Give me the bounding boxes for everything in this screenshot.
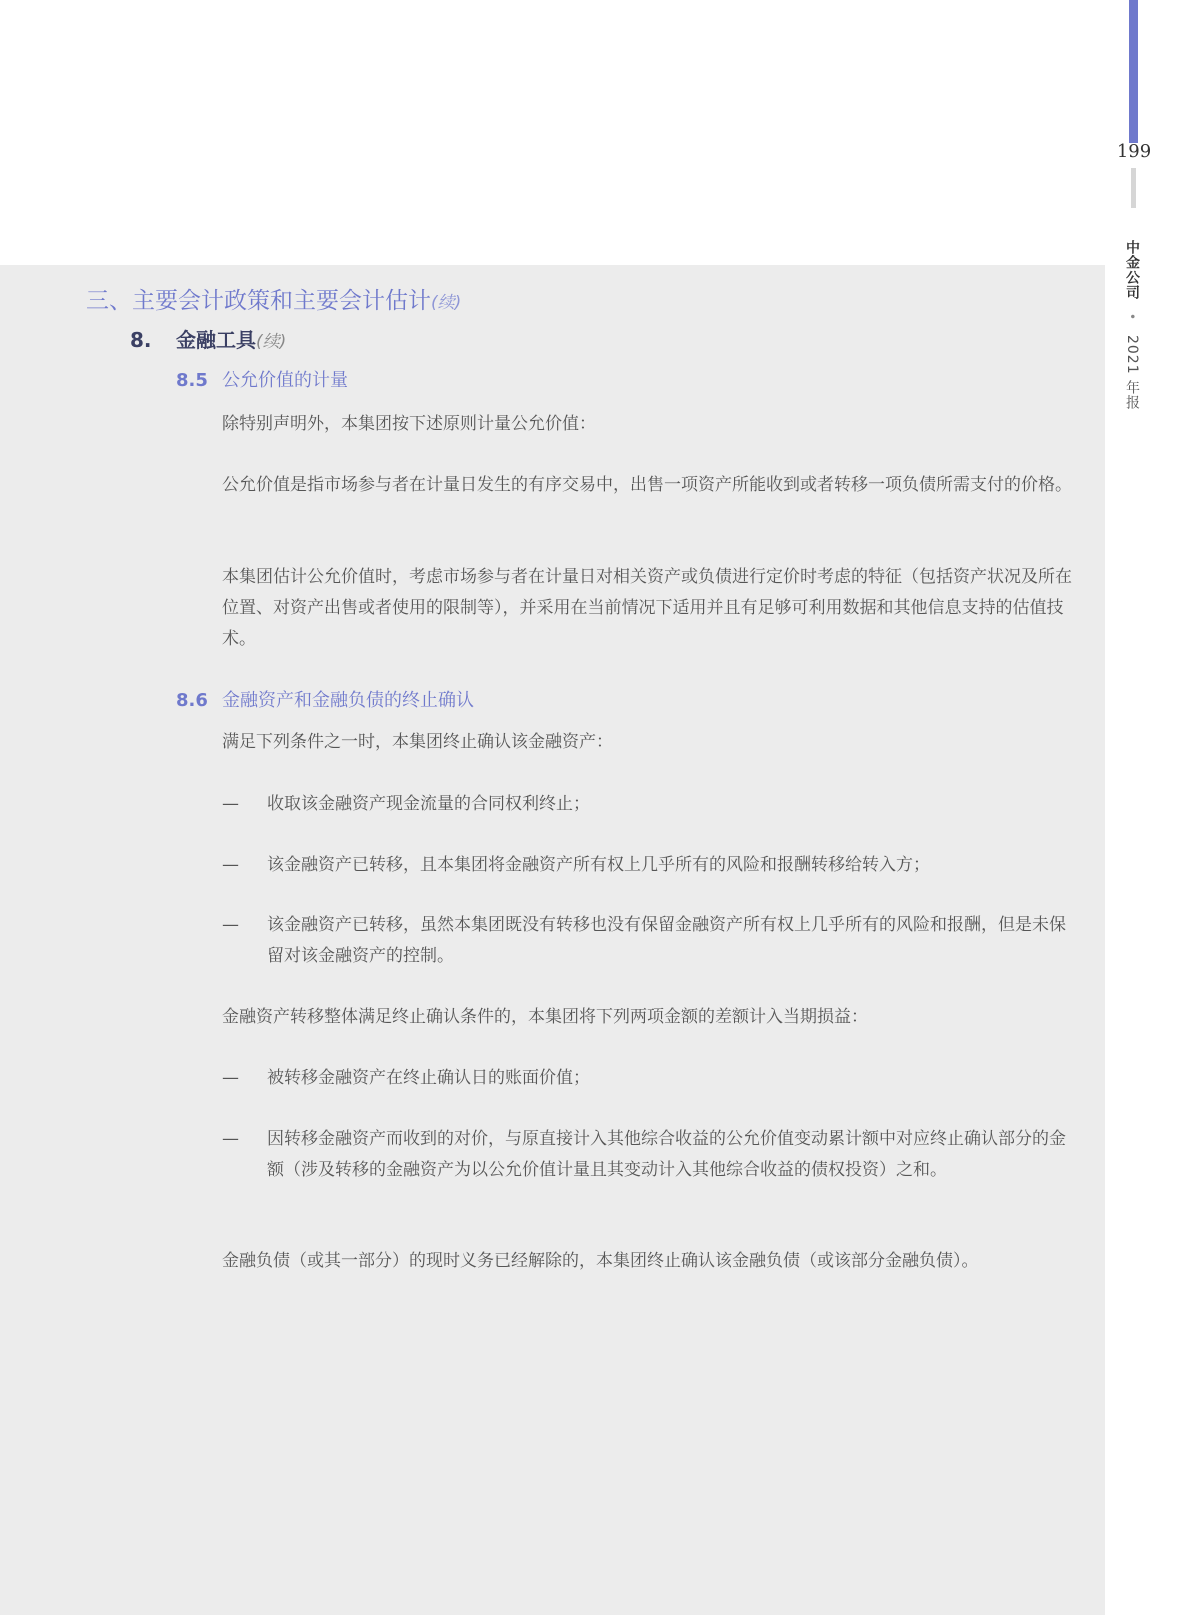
- list-item: [222, 1063, 1080, 1094]
- list-item: [222, 850, 1080, 881]
- list-item-text: 该金融资产已转移，虽然本集团既没有转移也没有保留金融资产所有权上几乎所有的风险和报酬，但是未保留对该金融资产的控制。: [267, 915, 1066, 966]
- list-item-text: 该金融资产已转移，且本集团将金融资产所有权上几乎所有的风险和报酬转移给转入方；: [267, 855, 930, 875]
- dash-bullet: —: [222, 855, 239, 875]
- side-gray-bar: [1131, 168, 1136, 208]
- paragraph: 除特别声明外，本集团按下述原则计量公允价值：: [222, 414, 596, 434]
- side-label: [1122, 240, 1142, 410]
- paragraph: 金融负债（或其一部分）的现时义务已经解除的，本集团终止确认该金融负债（或该部分金融负债）。: [222, 1251, 979, 1271]
- list-item-text: 被转移金融资产在终止确认日的账面价值；: [267, 1068, 590, 1088]
- paragraph: 公允价值是指市场参与者在计量日发生的有序交易中，出售一项资产所能收到或者转移一项负债所需支付的价格。: [222, 475, 1072, 495]
- side-report-year: 2021 年报: [1124, 334, 1140, 411]
- subheading-8-6: [176, 686, 474, 712]
- section-title-text: 三、主要会计政策和主要会计估计: [86, 288, 431, 314]
- list-item: [222, 1124, 1080, 1186]
- dash-bullet: —: [222, 1068, 239, 1088]
- chapter-continued: (续): [256, 332, 287, 352]
- list-item-text: 因转移金融资产而收到的对价，与原直接计入其他综合收益的公允价值变动累计额中对应终止确认部分的金额（涉及转移的金融资产为以公允价值计量且其变动计入其他综合收益的债权投资）之和。: [267, 1129, 1066, 1180]
- section-continued: (续): [431, 293, 462, 313]
- list-item: [222, 910, 1080, 972]
- page-number: 199: [1116, 141, 1152, 162]
- list-item-text: 收取该金融资产现金流量的合同权利终止；: [267, 794, 590, 814]
- subheading-number: 8.5: [176, 370, 208, 391]
- subheading-title: 公允价值的计量: [222, 370, 348, 391]
- list-item: [222, 789, 1080, 820]
- chapter-title: 金融工具: [176, 328, 256, 352]
- paragraph: 金融资产转移整体满足终止确认条件的，本集团将下列两项金额的差额计入当期损益：: [222, 1007, 868, 1027]
- paragraph: 本集团估计公允价值时，考虑市场参与者在计量日对相关资产或负债进行定价时考虑的特征（包括资产状况及所在位置、对资产出售或者使用的限制等），并采用在当前情况下适用并且有足够可利用数据和其他信息支持的估值技术。: [222, 567, 1072, 649]
- section-title: [86, 282, 461, 315]
- dash-bullet: —: [222, 1129, 239, 1149]
- chapter-number: 8.: [130, 328, 152, 352]
- dash-bullet: —: [222, 794, 239, 814]
- subheading-title: 金融资产和金融负债的终止确认: [222, 690, 474, 711]
- subheading-8-5: [176, 366, 348, 392]
- chapter-heading: [130, 324, 286, 353]
- paragraph: 满足下列条件之一时，本集团终止确认该金融资产：: [222, 732, 613, 752]
- side-company-name: 中金公司: [1124, 240, 1140, 300]
- side-separator: •: [1125, 313, 1139, 322]
- subheading-number: 8.6: [176, 690, 208, 711]
- dash-bullet: —: [222, 915, 239, 935]
- top-accent-bar: [1129, 0, 1138, 143]
